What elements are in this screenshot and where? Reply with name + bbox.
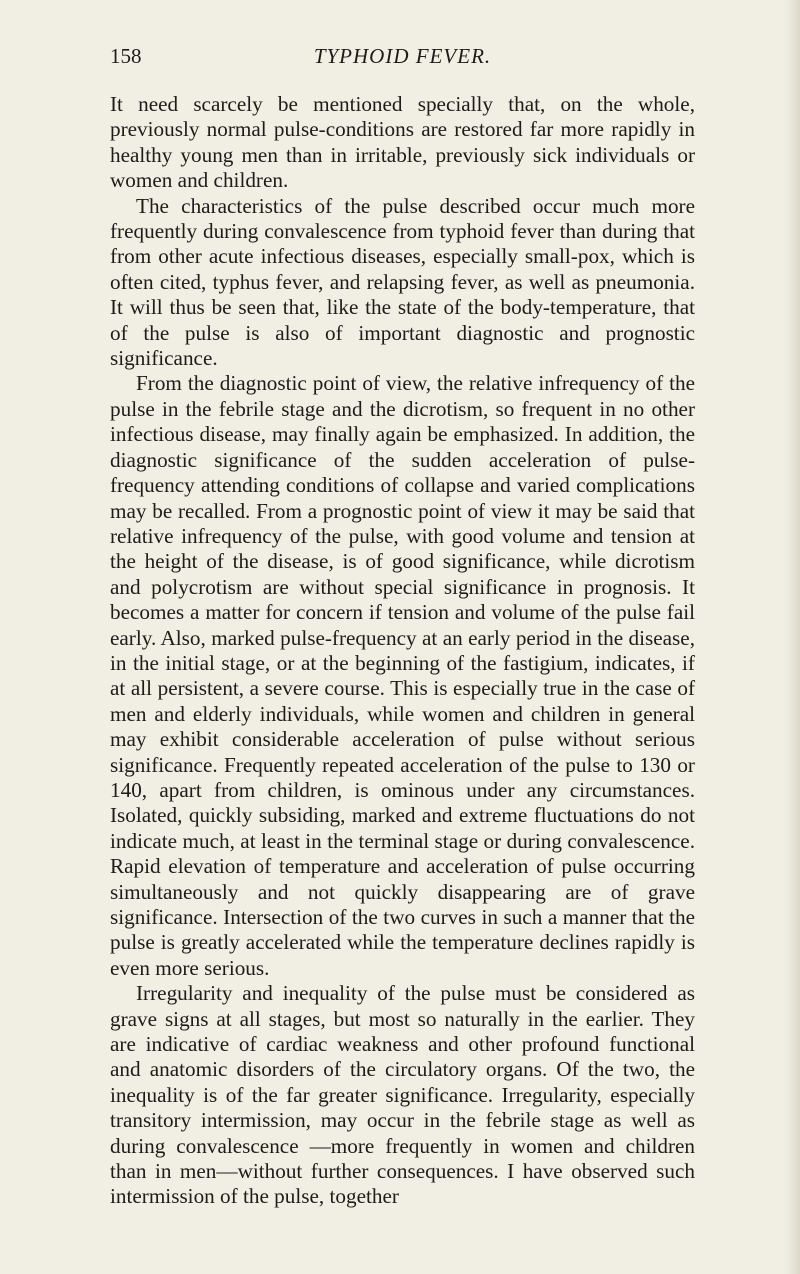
running-title: TYPHOID FEVER. — [313, 44, 492, 68]
paragraph-3: From the diagnostic point of view, the relative infrequency of the pulse in the febrile stage and the dicrotism, so frequent in no other infectious disease, may finally again be emphasized. In addition, the diagnostic significance of the sudden acceleration of pulse-frequency attending conditions of collapse and varied complications may be recalled. From a prognostic point of view it may be said that relative infrequency of the pulse, with good volume and tension at the height of the disease, is of good significance, while dicrotism and polycrotism are without special significance in prognosis. It becomes a matter for concern if tension and volume of the pulse fail early. Also, marked pulse-frequency at an early period in the disease, in the initial stage, or at the beginning of the fastigium, indicates, if at all persistent, a severe course. This is especially true in the case of men and elderly individuals, while women and children in general may exhibit considerable acceleration of pulse without serious significance. Frequently repeated acceleration of the pulse to 130 or 140, apart from children, is ominous under any circumstances. Isolated, quickly subsiding, marked and extreme fluctuations do not indicate much, at least in the terminal stage or during convalescence. Rapid elevation of temperature and acceleration of pulse occurring simultaneously and not quickly disappearing are of grave significance. Intersection of the two curves in such a manner that the pulse is greatly accelerated while the temperature declines rapidly is even more serious. — [110, 371, 695, 980]
running-head — [110, 40, 695, 70]
page-edge-shadow — [786, 0, 800, 1274]
paragraph-2: The characteristics of the pulse described occur much more frequently during convalescence from typhoid fever than during that from other acute infectious diseases, especially small-pox, which is often cited, typhus fever, and relapsing fever, as well as pneumonia. It will thus be seen that, like the state of the body-temperature, that of the pulse is also of important diagnostic and prognostic significance. — [110, 193, 695, 371]
paragraph-1: It need scarcely be mentioned specially that, on the whole, previously normal pulse-conditions are restored far more rapidly in healthy young men than in irritable, previously sick individuals or women and children. — [110, 92, 695, 193]
body-text — [110, 92, 695, 1210]
paragraph-4: Irregularity and inequality of the pulse must be considered as grave signs at all stages, but most so naturally in the earlier. They are indicative of cardiac weakness and other profound functional and anatomic disorders of the circulatory organs. Of the two, the inequality is of the far greater significance. Irregularity, especially transitory intermission, may occur in the febrile stage as well as during convalescence —more frequently in women and children than in men—without further consequences. I have observed such intermission of the pulse, together — [110, 981, 695, 1209]
page-number: 158 — [110, 44, 142, 68]
